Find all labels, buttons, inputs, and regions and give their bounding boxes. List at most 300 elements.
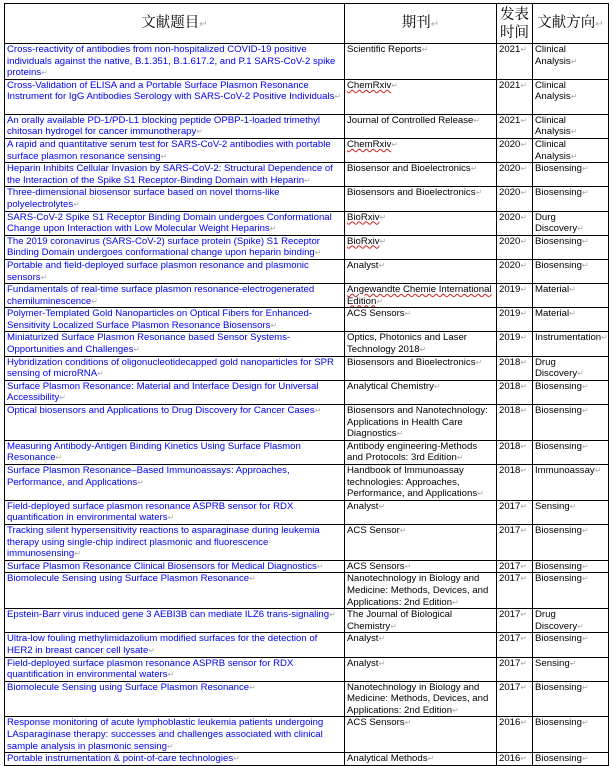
title-link-cell <box>5 440 345 464</box>
paragraph-mark-icon: ↵ <box>148 645 156 655</box>
direction-text-cell <box>533 440 609 464</box>
paragraph-mark-icon: ↵ <box>581 718 589 728</box>
paragraph-mark-icon: ↵ <box>581 441 589 451</box>
direction-text-cell <box>533 211 609 235</box>
direction-text-cell <box>533 753 609 766</box>
direction-text: Immunoassay <box>535 465 595 476</box>
direction-text: Biosensing <box>535 573 582 585</box>
year-text-cell <box>497 259 533 283</box>
paragraph-mark-icon: ↵ <box>581 525 589 535</box>
table-row <box>5 332 609 356</box>
journal-text-cell <box>345 500 497 524</box>
title-link-cell <box>5 465 345 501</box>
paragraph-mark-icon: ↵ <box>427 754 435 764</box>
paragraph-mark-icon: ↵ <box>40 272 48 282</box>
paragraph-mark-icon: ↵ <box>329 610 336 620</box>
paragraph-mark-icon: ↵ <box>520 610 528 620</box>
title-link[interactable]: An orally available PD-1/PD-L1 blocking peptide OPBP-1-loaded trimethyl chitosan hydrogel for cancer immunotherapy <box>7 114 321 138</box>
journal-text-cell <box>345 657 497 681</box>
journal-text: Analyst <box>347 500 379 512</box>
paragraph-mark-icon: ↵ <box>55 453 63 463</box>
direction-text: Instrumentation <box>535 332 602 344</box>
title-link-cell <box>5 114 345 138</box>
year-text-cell <box>497 633 533 657</box>
direction-text: Clinical Analysis <box>535 79 571 103</box>
paragraph-mark-icon: ↵ <box>304 175 311 185</box>
title-link[interactable]: Cross-reactivity of antibodies from non-hospitalized COVID-19 positive individuals against the native, B.1.351, B.1.617.2, and P.1 SARS-CoV-2 spike proteins <box>7 44 336 79</box>
title-link[interactable]: Biomolecule Sensing using Surface Plasmon Resonance <box>7 573 250 585</box>
journal-text-cell <box>345 308 497 332</box>
table-row <box>5 259 609 283</box>
title-link[interactable]: Ultra-low fouling methylimidazolium modified surfaces for the detection of HER2 in breast cancer cell lysate <box>7 633 318 656</box>
paragraph-mark-icon: ↵ <box>270 320 278 330</box>
journal-text-cell <box>345 573 497 609</box>
title-link-cell <box>5 560 345 573</box>
title-link-cell <box>5 717 345 753</box>
table-row <box>5 356 609 380</box>
year-text: 2021 <box>499 79 521 91</box>
header-journal <box>345 4 497 44</box>
direction-text-cell <box>533 681 609 717</box>
journal-text-cell <box>345 284 497 308</box>
paragraph-mark-icon: ↵ <box>577 369 584 379</box>
title-link-cell <box>5 524 345 560</box>
title-link-cell <box>5 259 345 283</box>
journal-text: Biosensors and Bioelectronics <box>347 356 476 368</box>
literature-table <box>4 3 609 766</box>
paragraph-mark-icon: ↵ <box>167 513 175 523</box>
paragraph-mark-icon: ↵ <box>577 224 584 234</box>
year-text-cell <box>497 717 533 753</box>
direction-text-cell <box>533 405 609 441</box>
direction-text: Biosensing <box>535 405 582 417</box>
direction-text-cell <box>533 138 609 162</box>
journal-text: Optics, Photonics and Laser Technology 2018 <box>347 332 467 356</box>
paragraph-mark-icon: ↵ <box>569 309 576 319</box>
year-text-cell <box>497 284 533 308</box>
title-link[interactable]: Tracking silent hypersensitivity reactions to asparaginase during leukemia therapy using single-chip indirect plasmonic and fluorescence immunosensing <box>7 524 320 560</box>
year-text: 2018 <box>499 465 521 476</box>
paragraph-mark-icon: ↵ <box>249 574 256 584</box>
title-link[interactable]: Hybridization conditions of oligonucleotidecapped gold nanoparticles for SPR sensing of microRNA <box>7 356 334 380</box>
table-row <box>5 405 609 441</box>
title-link[interactable]: Biomolecule Sensing using Surface Plasmon Resonance <box>7 681 250 693</box>
paragraph-mark-icon: ↵ <box>233 754 240 764</box>
direction-text: Sensing <box>535 500 570 512</box>
year-text-cell <box>497 356 533 380</box>
paragraph-mark-icon: ↵ <box>520 309 528 319</box>
paragraph-mark-icon: ↵ <box>581 574 589 584</box>
paragraph-mark-icon: ↵ <box>520 236 528 246</box>
paragraph-mark-icon: ↵ <box>404 309 412 319</box>
header-year <box>497 4 533 44</box>
journal-text-cell <box>345 524 497 560</box>
table-row <box>5 440 609 464</box>
title-link-cell <box>5 79 345 114</box>
paragraph-mark-icon: ↵ <box>520 381 528 391</box>
paragraph-mark-icon: ↵ <box>520 80 528 90</box>
journal-text-cell <box>345 114 497 138</box>
year-text-cell <box>497 163 533 187</box>
table-row <box>5 560 609 573</box>
paragraph-mark-icon: ↵ <box>581 236 589 246</box>
direction-text: Durg Discovery <box>535 211 578 235</box>
paragraph-mark-icon: ↵ <box>594 466 602 475</box>
journal-text-cell <box>345 138 497 162</box>
paragraph-mark-icon: ↵ <box>314 248 322 258</box>
direction-text: Biosensing <box>535 560 582 572</box>
table-row <box>5 753 609 766</box>
title-link[interactable]: Field-deployed surface plasmon resonance ASPRB sensor for RDX quantification in environmental waters <box>7 500 294 524</box>
direction-text: Biosensing <box>535 681 582 693</box>
table-row <box>5 187 609 211</box>
title-link-cell <box>5 405 345 441</box>
journal-text: The Journal of Biological Chemistry <box>347 609 453 632</box>
header-year-line1: 发表 <box>500 6 529 23</box>
year-text: 2021 <box>499 114 521 126</box>
direction-text: Clinical Analysis <box>535 44 571 67</box>
title-link[interactable]: Miniaturized Surface Plasmon Resonance based Sensor Systems-Opportunities and Challenges <box>7 332 291 356</box>
paragraph-mark-icon: ↵ <box>477 489 484 499</box>
title-link[interactable]: Optical biosensors and Applications to Drug Discovery for Cancer Cases <box>7 405 315 417</box>
title-link-cell <box>5 235 345 259</box>
paragraph-mark-icon: ↵ <box>520 574 528 584</box>
paragraph-mark-icon: ↵ <box>520 212 528 222</box>
journal-text: Biosensors and Nanotechnology: Applications in Health Care Diagnostics <box>347 405 488 440</box>
journal-text: Analyst <box>347 259 379 271</box>
journal-text-cell <box>345 753 497 766</box>
journal-text: Biosensor and Bioelectronics <box>347 163 471 175</box>
paragraph-mark-icon: ↵ <box>91 296 98 306</box>
year-text-cell <box>497 380 533 404</box>
paragraph-mark-icon: ↵ <box>421 45 429 54</box>
direction-text-cell <box>533 187 609 211</box>
title-link[interactable]: Portable instrumentation & point-of-care technologies <box>7 753 234 765</box>
title-link[interactable]: Heparin Inhibits Cellular Invasion by SARS-CoV-2: Structural Dependence of the Interaction of the Spike S1 Receptor-Binding Domain with Heparin <box>7 163 333 186</box>
title-link-cell <box>5 44 345 80</box>
paragraph-mark-icon: ↵ <box>314 406 322 416</box>
table-row <box>5 633 609 657</box>
paragraph-mark-icon: ↵ <box>167 670 175 680</box>
title-link-cell <box>5 356 345 380</box>
direction-text-cell <box>533 465 609 501</box>
journal-text: Analyst <box>347 633 379 645</box>
journal-text: Angewandte Chemie International Edition <box>347 284 492 307</box>
paragraph-mark-icon: ↵ <box>160 151 168 161</box>
title-link-cell <box>5 657 345 681</box>
table-row <box>5 380 609 404</box>
journal-text-cell <box>345 560 497 573</box>
paragraph-mark-icon: ↵ <box>391 80 398 90</box>
paragraph-mark-icon: ↵ <box>430 18 440 30</box>
title-link[interactable]: Surface Plasmon Resonance: Material and Interface Design for Universal Accessibility <box>7 380 319 404</box>
paragraph-mark-icon: ↵ <box>520 561 528 571</box>
table-row <box>5 211 609 235</box>
year-text: 2018 <box>499 405 521 417</box>
direction-text: Drug Discovery <box>535 356 578 380</box>
paragraph-mark-icon: ↵ <box>404 718 412 728</box>
paragraph-mark-icon: ↵ <box>581 164 589 174</box>
title-link[interactable]: Surface Plasmon Resonance–Based Immunoassays: Approaches, Performance, and Applications <box>7 465 290 488</box>
paragraph-mark-icon: ↵ <box>520 754 528 764</box>
year-text-cell <box>497 308 533 332</box>
direction-text: Material <box>535 308 570 320</box>
journal-text-cell <box>345 235 497 259</box>
paragraph-mark-icon: ↵ <box>520 406 528 416</box>
paragraph-mark-icon: ↵ <box>396 429 404 439</box>
direction-text-cell <box>533 259 609 283</box>
table-row <box>5 465 609 501</box>
direction-text-cell <box>533 657 609 681</box>
paragraph-mark-icon: ↵ <box>269 224 277 234</box>
table-row <box>5 500 609 524</box>
direction-text-cell <box>533 633 609 657</box>
year-text: 2019 <box>499 332 521 344</box>
direction-text: Clinical Analysis <box>535 138 571 162</box>
journal-text: ACS Sensors <box>347 560 405 572</box>
table-row <box>5 163 609 187</box>
table-row <box>5 114 609 138</box>
journal-text-cell <box>345 465 497 501</box>
journal-text: Journal of Controlled Release <box>347 114 474 126</box>
table-row <box>5 717 609 753</box>
year-text-cell <box>497 79 533 114</box>
year-text: 2019 <box>499 308 521 320</box>
paragraph-mark-icon: ↵ <box>456 453 464 463</box>
journal-text: Analytical Methods <box>347 753 428 765</box>
journal-text-cell <box>345 633 497 657</box>
year-text: 2020 <box>499 211 521 223</box>
year-text-cell <box>497 235 533 259</box>
paragraph-mark-icon: ↵ <box>378 658 386 668</box>
paragraph-mark-icon: ↵ <box>379 236 387 246</box>
paragraph-mark-icon: ↵ <box>59 393 66 403</box>
paragraph-mark-icon: ↵ <box>452 597 459 607</box>
table-row <box>5 44 609 80</box>
header-journal-text: 期刊 <box>401 14 431 31</box>
title-link[interactable]: The 2019 coronavirus (SARS-CoV-2) surface protein (Spike) S1 Receptor Binding Domain undergoes conformational change upon heparin binding <box>7 235 321 259</box>
year-text: 2017 <box>499 500 521 512</box>
direction-text: Biosensing <box>535 259 582 271</box>
title-link[interactable]: Cross-Validation of ELISA and a Portable Surface Plasmon Resonance Instrument for IgG Antibodies Serology with SARS-CoV-2 Positive Individuals <box>7 79 335 103</box>
journal-text-cell <box>345 163 497 187</box>
paragraph-mark-icon: ↵ <box>520 682 528 692</box>
journal-text-cell <box>345 405 497 441</box>
header-row <box>5 4 609 44</box>
title-link[interactable]: Portable and field-deployed surface plasmon resonance and plasmonic sensors <box>7 259 309 283</box>
journal-text: BioRxiv <box>347 211 380 223</box>
year-text: 2017 <box>499 573 521 585</box>
title-link[interactable]: Field-deployed surface plasmon resonance ASPRB sensor for RDX quantification in environmental waters <box>7 657 294 681</box>
paragraph-mark-icon: ↵ <box>520 260 528 270</box>
year-text-cell <box>497 500 533 524</box>
year-text: 2018 <box>499 356 521 368</box>
journal-text: Analytical Chemistry <box>347 380 434 392</box>
journal-text-cell <box>345 259 497 283</box>
year-text: 2018 <box>499 380 521 392</box>
header-direction <box>533 4 609 44</box>
paragraph-mark-icon: ↵ <box>569 285 576 295</box>
direction-text: Biosensing <box>535 717 582 729</box>
direction-text-cell <box>533 79 609 114</box>
year-text: 2018 <box>499 440 521 452</box>
title-link-cell <box>5 332 345 356</box>
paragraph-mark-icon: ↵ <box>601 333 608 343</box>
journal-text: ACS Sensors <box>347 308 405 320</box>
journal-text-cell <box>345 440 497 464</box>
paragraph-mark-icon: ↵ <box>73 199 80 209</box>
paragraph-mark-icon: ↵ <box>404 561 412 571</box>
year-text-cell <box>497 657 533 681</box>
journal-text: ACS Sensor <box>347 524 400 536</box>
journal-text-cell <box>345 211 497 235</box>
paragraph-mark-icon: ↵ <box>520 188 528 198</box>
year-text-cell <box>497 753 533 766</box>
paragraph-mark-icon: ↵ <box>199 18 208 30</box>
paragraph-mark-icon: ↵ <box>569 658 577 668</box>
year-text-cell <box>497 405 533 441</box>
title-link-cell <box>5 633 345 657</box>
year-text: 2021 <box>499 44 521 55</box>
paragraph-mark-icon: ↵ <box>452 705 459 715</box>
paragraph-mark-icon: ↵ <box>520 501 528 511</box>
direction-text-cell <box>533 356 609 380</box>
paragraph-mark-icon: ↵ <box>419 345 427 355</box>
year-text: 2017 <box>499 681 521 693</box>
direction-text: Biosensing <box>535 235 582 247</box>
paragraph-mark-icon: ↵ <box>570 127 578 137</box>
title-link[interactable]: Three-dimensional biosensor surface based on novel thorns-like polyelectrolytes <box>7 187 280 210</box>
journal-text-cell <box>345 609 497 633</box>
year-text: 2016 <box>499 753 521 765</box>
paragraph-mark-icon: ↵ <box>520 45 528 54</box>
year-text-cell <box>497 114 533 138</box>
title-link[interactable]: A rapid and quantitative serum test for SARS-CoV-2 antibodies with portable surface plasmon resonance sensing <box>7 138 331 162</box>
journal-text: Nanotechnology in Biology and Medicine: Methods, Devices, and Applications: 2nd Edition <box>347 573 489 608</box>
year-text-cell <box>497 609 533 633</box>
title-link[interactable]: Epstein-Barr virus induced gene 3 AEBI3B can mediate ILZ6 trans-signaling <box>7 609 330 621</box>
year-text: 2017 <box>499 633 521 645</box>
journal-text-cell <box>345 187 497 211</box>
title-link-cell <box>5 681 345 717</box>
paragraph-mark-icon: ↵ <box>595 18 604 30</box>
table-row <box>5 79 609 114</box>
title-link-cell <box>5 163 345 187</box>
paragraph-mark-icon: ↵ <box>316 561 324 571</box>
year-text-cell <box>497 524 533 560</box>
journal-text: ChemRxiv <box>347 79 392 91</box>
journal-text: Biosensors and Bioelectronics <box>347 187 476 199</box>
table-row <box>5 284 609 308</box>
paragraph-mark-icon: ↵ <box>520 525 528 535</box>
direction-text: Biosensing <box>535 187 582 199</box>
direction-text: Sensing <box>535 657 570 669</box>
paragraph-mark-icon: ↵ <box>249 682 256 692</box>
paragraph-mark-icon: ↵ <box>520 115 528 125</box>
title-link[interactable]: Fundamentals of real-time surface plasmon resonance-electrogenerated chemiluminescence <box>7 284 315 307</box>
journal-text-cell <box>345 681 497 717</box>
journal-text-cell <box>345 356 497 380</box>
title-link-cell <box>5 284 345 308</box>
year-text-cell <box>497 211 533 235</box>
year-text-cell <box>497 440 533 464</box>
direction-text-cell <box>533 500 609 524</box>
paragraph-mark-icon: ↵ <box>581 754 589 764</box>
journal-text-cell <box>345 79 497 114</box>
journal-text: Analyst <box>347 657 379 669</box>
journal-text: Handbook of Immunoassay technologies: Approaches, Performance, and Applications <box>347 465 478 500</box>
direction-text: Biosensing <box>535 440 582 452</box>
table-row <box>5 609 609 633</box>
year-text: 2020 <box>499 187 521 199</box>
direction-text-cell <box>533 284 609 308</box>
paragraph-mark-icon: ↵ <box>520 285 528 295</box>
year-text: 2020 <box>499 259 521 271</box>
paragraph-mark-icon: ↵ <box>433 381 441 391</box>
title-link-cell <box>5 138 345 162</box>
paragraph-mark-icon: ↵ <box>399 525 407 535</box>
paragraph-mark-icon: ↵ <box>520 658 528 668</box>
title-link[interactable]: Polymer-Templated Gold Nanoparticles on Optical Fibers for Enhanced-Sensitivity Localized Surface Plasmon Resonance Biosensors <box>7 308 313 331</box>
year-text: 2017 <box>499 609 521 621</box>
journal-text: Nanotechnology in Biology and Medicine: Methods, Devices, and Applications: 2nd Edition <box>347 681 489 716</box>
paragraph-mark-icon: ↵ <box>570 151 578 161</box>
paragraph-mark-icon: ↵ <box>378 260 386 270</box>
year-text-cell <box>497 187 533 211</box>
direction-text-cell <box>533 308 609 332</box>
direction-text-cell <box>533 609 609 633</box>
header-year-line2: 时间 <box>500 24 529 41</box>
title-link[interactable]: Response monitoring of acute lymphoblastic leukemia patients undergoing LAsparaginase therapy: successes and challenges associated with clinical sample analysis in plasmonic sensing <box>7 717 324 752</box>
table-row <box>5 657 609 681</box>
year-text: 2020 <box>499 163 521 175</box>
year-text-cell <box>497 681 533 717</box>
year-text: 2020 <box>499 235 521 247</box>
year-text: 2017 <box>499 657 521 669</box>
paragraph-mark-icon: ↵ <box>577 621 584 631</box>
journal-text-cell <box>345 332 497 356</box>
title-link-cell <box>5 500 345 524</box>
paragraph-mark-icon: ↵ <box>581 188 589 198</box>
title-link[interactable]: Measuring Antibody-Antigen Binding Kinetics Using Surface Plasmon Resonance <box>7 440 301 464</box>
journal-text: ACS Sensors <box>347 717 405 729</box>
title-link[interactable]: Surface Plasmon Resonance Clinical Biosensors for Medical Diagnostics <box>7 560 317 572</box>
paragraph-mark-icon: ↵ <box>520 441 528 451</box>
journal-text: ChemRxiv <box>347 138 392 150</box>
direction-text-cell <box>533 560 609 573</box>
paragraph-mark-icon: ↵ <box>475 357 483 367</box>
title-link-cell <box>5 753 345 766</box>
year-text: 2017 <box>499 524 521 536</box>
table-row <box>5 681 609 717</box>
paragraph-mark-icon: ↵ <box>41 68 48 78</box>
title-link[interactable]: SARS-CoV-2 Spike S1 Receptor Binding Domain undergoes Conformational Change upon Interaction with Low Molecular Weight Heparins <box>7 211 332 235</box>
paragraph-mark-icon: ↵ <box>520 333 528 343</box>
paragraph-mark-icon: ↵ <box>520 466 528 475</box>
paragraph-mark-icon: ↵ <box>520 164 528 174</box>
paragraph-mark-icon: ↵ <box>520 634 528 644</box>
paragraph-mark-icon: ↵ <box>74 549 81 559</box>
paragraph-mark-icon: ↵ <box>334 92 342 102</box>
paragraph-mark-icon: ↵ <box>133 345 141 355</box>
paragraph-mark-icon: ↵ <box>520 718 528 728</box>
year-text: 2019 <box>499 284 521 296</box>
direction-text: Biosensing <box>535 633 582 645</box>
table-row <box>5 308 609 332</box>
direction-text-cell <box>533 163 609 187</box>
paragraph-mark-icon: ↵ <box>470 164 478 174</box>
year-text-cell <box>497 560 533 573</box>
